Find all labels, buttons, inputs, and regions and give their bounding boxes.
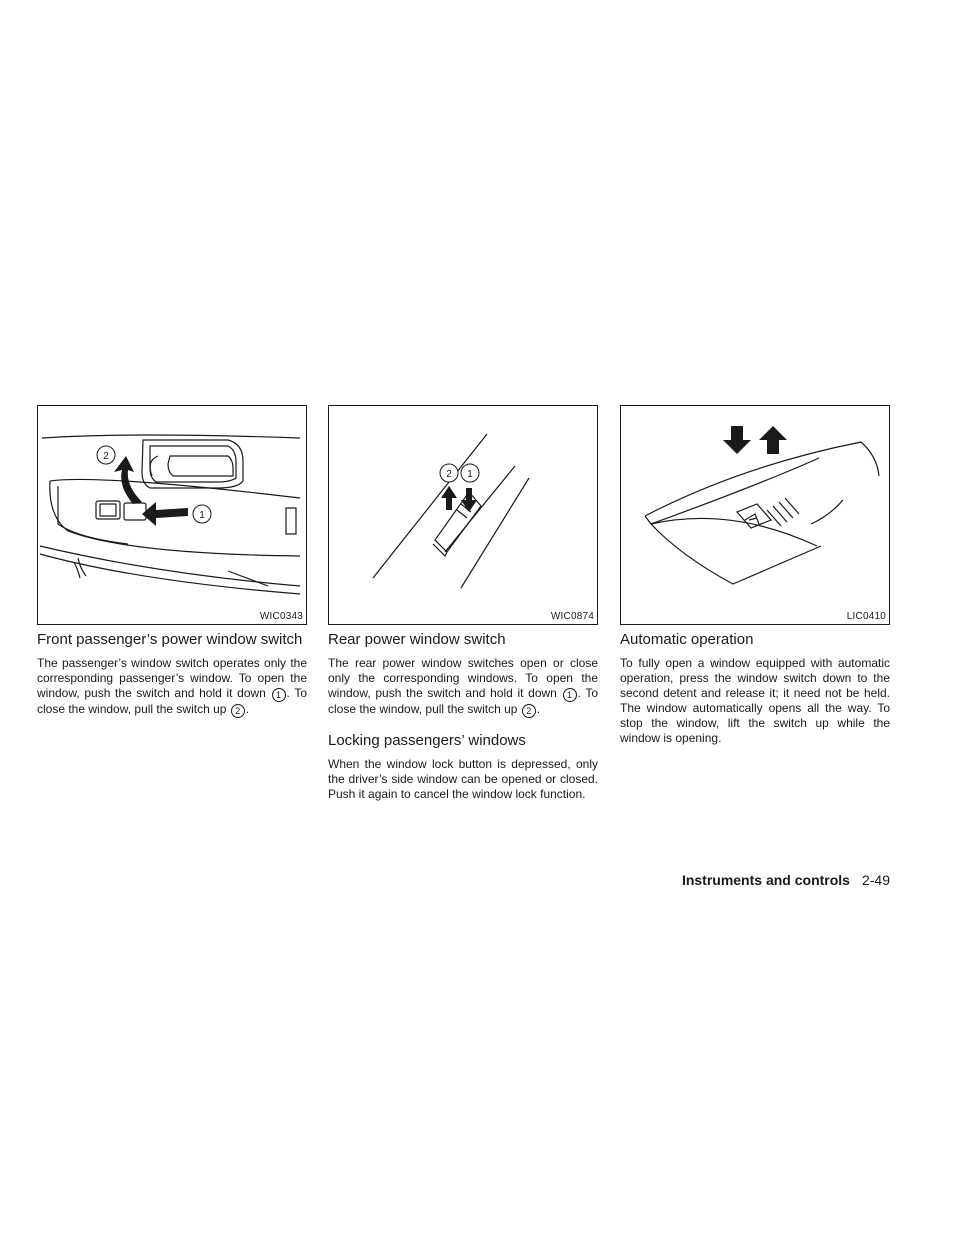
- callout-1: 1: [199, 510, 205, 521]
- section-heading: Automatic operation: [620, 631, 754, 648]
- arrow-down-icon: [723, 426, 751, 454]
- column-automatic-operation: [620, 405, 890, 746]
- figure-code: WIC0343: [259, 611, 303, 622]
- page-number: 2-49: [861, 872, 890, 888]
- arrow-up-icon: [759, 426, 787, 454]
- marker-1: 1: [272, 688, 286, 702]
- footer-section-title: Instruments and controls: [681, 872, 850, 888]
- figure-code: LIC0410: [846, 611, 886, 622]
- body-paragraph: The passenger’s window switch operates only the corresponding passenger’s window. To open the window, push the switch and hold it down 1 . To close the window, pull the switch up 2 .: [37, 656, 308, 716]
- section-heading-2: Locking passengers’ windows: [328, 732, 526, 749]
- door-switch-illustration: [38, 406, 306, 624]
- figure-front-passenger-switch: [37, 405, 307, 625]
- marker-2: 2: [522, 704, 536, 718]
- body-paragraph-2: When the window lock button is depressed, only the driver’s side window can be opened or closed. Push it again to cancel the window lock function.: [328, 757, 598, 801]
- callout-2: 2: [446, 469, 452, 480]
- figure-code: WIC0874: [550, 611, 594, 622]
- column-front-passenger: [37, 405, 307, 718]
- body-paragraph: To fully open a window equipped with automatic operation, press the window switch down to the second detent and release it; it need not be held. The window automatically opens all the way. To stop the window, lift the switch up while the window is opening.: [620, 656, 890, 745]
- marker-2: 2: [231, 704, 245, 718]
- body-paragraph: The rear power window switches open or close only the corresponding windows. To open the window, push the switch and hold it down 1 . To close the window, pull the switch up 2 .: [328, 656, 599, 716]
- figure-automatic-switch: [620, 405, 890, 625]
- column-rear-switch: [328, 405, 598, 802]
- page-footer: [682, 872, 890, 888]
- rear-switch-illustration: [329, 406, 597, 624]
- section-heading: Rear power window switch: [328, 631, 506, 648]
- section-heading: Front passenger’s power window switch: [37, 631, 303, 648]
- figure-rear-switch: [328, 405, 598, 625]
- callout-2: 2: [103, 451, 109, 462]
- marker-1: 1: [563, 688, 577, 702]
- callout-1: 1: [467, 469, 473, 480]
- auto-switch-illustration: [621, 406, 889, 624]
